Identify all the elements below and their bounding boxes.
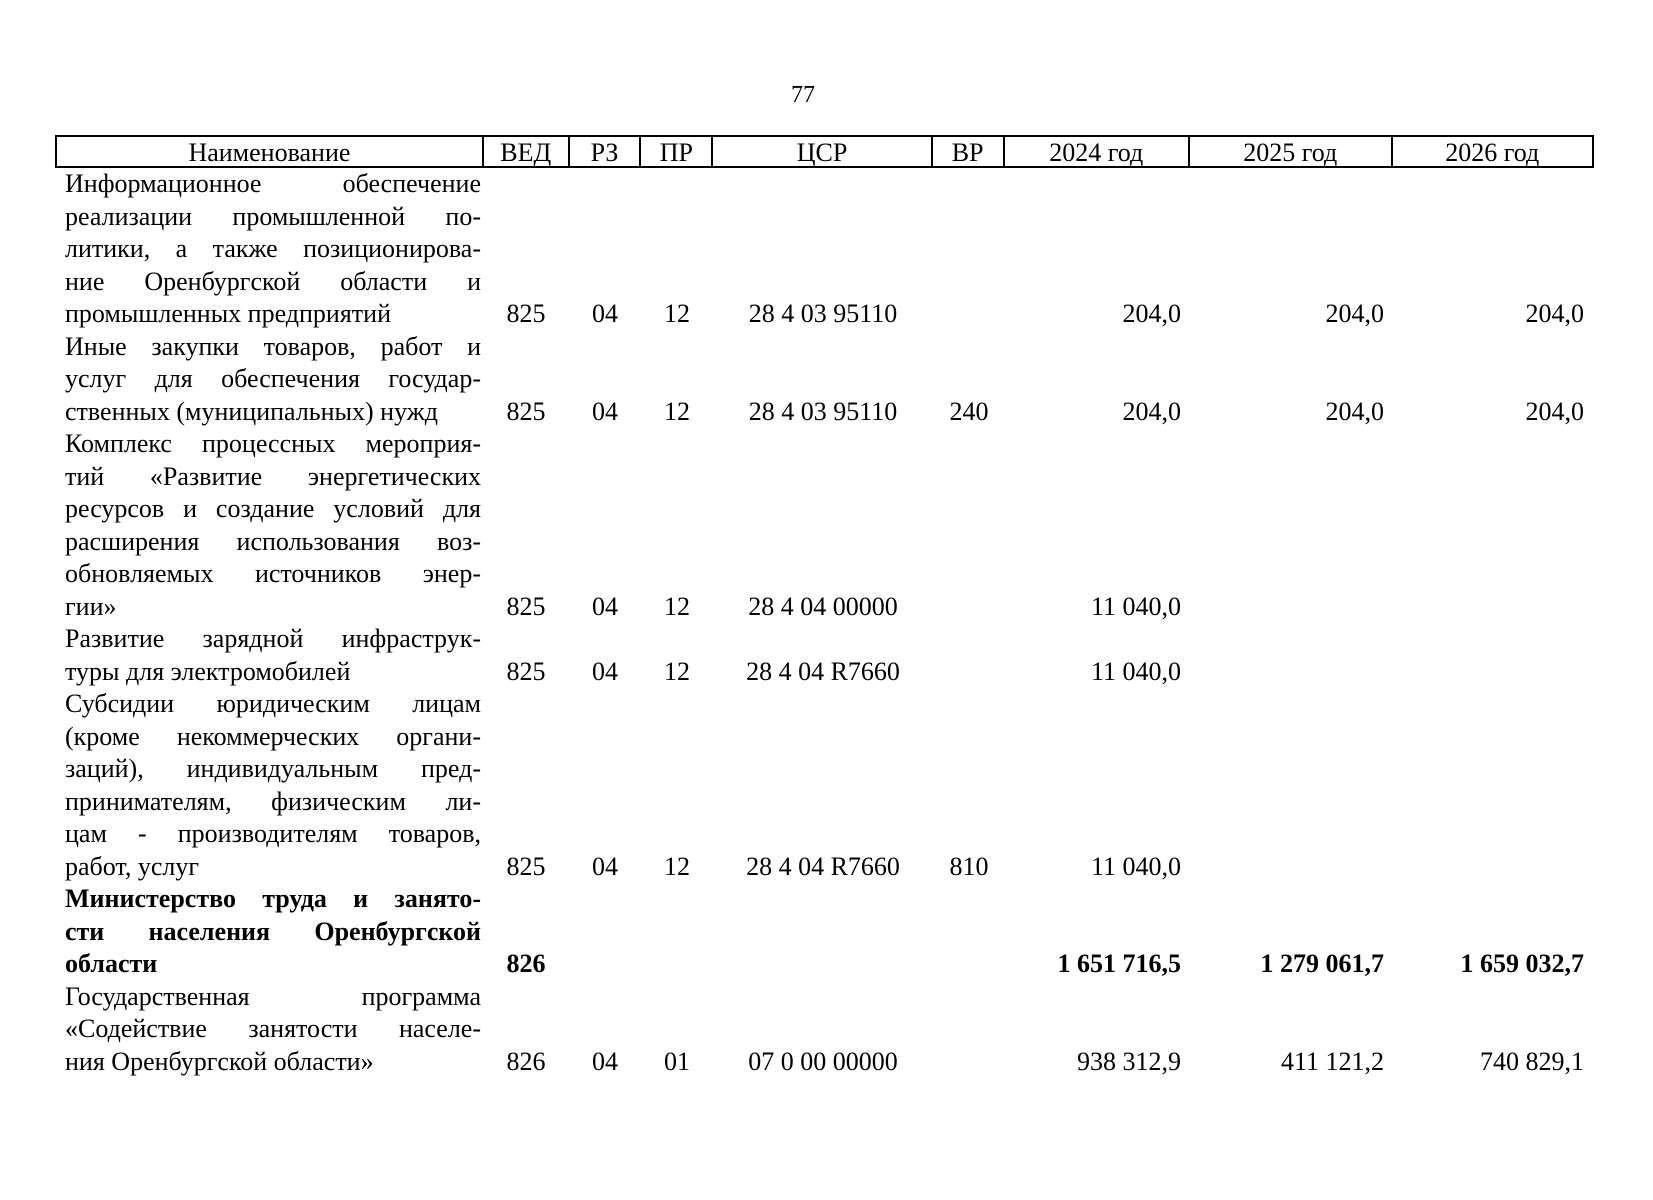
name-line: туры для электромобилей xyxy=(65,656,351,686)
ved-cell: 826 xyxy=(506,1046,546,1076)
csr-cell: 28 4 03 95110 xyxy=(748,396,898,426)
vr-cell: 810 xyxy=(949,851,989,881)
name-line: ния Оренбургской области» xyxy=(65,1046,374,1076)
name-cell xyxy=(57,168,483,331)
name-line: услуг для обеспечения государ- xyxy=(65,364,481,393)
column-header-2025: 2025 год xyxy=(1190,137,1392,166)
pr-cell: 12 xyxy=(664,591,690,621)
rz-cell: 04 xyxy=(592,1046,618,1076)
year-2024-cell: 1 651 716,5 xyxy=(1057,949,1181,978)
csr-cell: 28 4 04 R7660 xyxy=(746,656,900,686)
rz-cell: 04 xyxy=(592,656,618,686)
ved-cell: 825 xyxy=(506,656,546,686)
csr-cell: 07 0 00 00000 xyxy=(748,1046,898,1076)
year-2024-cell: 938 312,9 xyxy=(1077,1046,1181,1076)
name-line: Информационное обеспечение xyxy=(65,169,481,198)
name-line: гии» xyxy=(65,591,117,621)
year-2024-cell: 11 040,0 xyxy=(1090,656,1181,686)
year-2024-cell: 11 040,0 xyxy=(1090,851,1181,881)
column-header-ved: ВЕД xyxy=(484,137,570,166)
csr-cell: 28 4 03 95110 xyxy=(748,299,898,328)
table-row xyxy=(57,168,1592,331)
name-line: Министерство труда и занято- xyxy=(65,884,481,913)
name-line: Субсидии юридическим лицам xyxy=(65,689,481,718)
ved-cell: 825 xyxy=(506,591,546,621)
pr-cell: 12 xyxy=(664,851,690,881)
name-cell xyxy=(57,331,483,429)
column-header-2026: 2026 год xyxy=(1445,138,1540,166)
name-cell xyxy=(57,883,483,981)
name-line: принимателям, физическим ли- xyxy=(65,786,481,816)
name-cell xyxy=(57,428,483,623)
csr-cell: 28 4 04 R7660 xyxy=(746,851,900,881)
pr-cell: 12 xyxy=(664,396,690,426)
name-line: промышленных предприятий xyxy=(65,299,391,328)
rz-cell: 04 xyxy=(592,851,618,881)
name-line: Развитие зарядной инфраструк- xyxy=(65,624,481,653)
column-header-name: Наименование xyxy=(57,137,484,166)
name-line: расширения использования воз- xyxy=(65,526,481,556)
year-2025-cell: 204,0 xyxy=(1325,396,1384,426)
table-row xyxy=(57,623,1592,688)
rz-cell: 04 xyxy=(592,591,618,621)
table-row xyxy=(57,428,1592,623)
pr-cell: 12 xyxy=(664,656,690,686)
year-2025-cell: 1 279 061,7 xyxy=(1260,949,1384,978)
name-line: (кроме некоммерческих органи- xyxy=(65,721,481,751)
pr-cell: 01 xyxy=(664,1046,690,1076)
table-header xyxy=(55,135,1594,168)
ved-cell: 825 xyxy=(506,299,546,328)
name-line: цам - производителям товаров, xyxy=(65,819,481,848)
page-number: 77 xyxy=(791,82,815,108)
ved-cell: 826 xyxy=(506,949,546,978)
name-line: литики, а также позиционирова- xyxy=(65,234,481,263)
name-line: «Содействие занятости населе- xyxy=(65,1014,481,1043)
name-line: Иные закупки товаров, работ и xyxy=(65,331,481,361)
name-line: сти населения Оренбургской xyxy=(65,916,481,946)
year-2026-cell: 1 659 032,7 xyxy=(1460,949,1584,978)
year-2026-cell: 204,0 xyxy=(1525,299,1584,328)
table-row xyxy=(57,981,1592,1079)
year-2024-cell: 204,0 xyxy=(1122,396,1181,426)
ved-cell: 825 xyxy=(506,851,546,881)
name-line: реализации промышленной по- xyxy=(65,201,481,231)
name-line: ственных (муниципальных) нужд xyxy=(65,396,438,426)
table-row xyxy=(57,883,1592,981)
column-header-rz: РЗ xyxy=(570,137,642,166)
name-line: области xyxy=(65,949,158,978)
name-line: обновляемых источников энер- xyxy=(65,559,481,588)
name-line: работ, услуг xyxy=(65,851,200,881)
table-body xyxy=(57,168,1592,1078)
name-line: ние Оренбургской области и xyxy=(65,266,481,296)
year-2024-cell: 204,0 xyxy=(1122,299,1181,328)
name-line: заций), индивидуальным пред- xyxy=(65,754,481,783)
name-cell xyxy=(57,623,483,688)
year-2024-cell: 11 040,0 xyxy=(1090,591,1181,621)
name-line: Комплекс процессных мероприя- xyxy=(65,429,481,458)
name-line: тий «Развитие энергетических xyxy=(65,461,481,491)
ved-cell: 825 xyxy=(506,396,546,426)
rz-cell: 04 xyxy=(592,396,618,426)
column-header-csr: ЦСР xyxy=(713,137,932,166)
column-header-pr: ПР xyxy=(641,137,713,166)
name-cell xyxy=(57,688,483,883)
year-2026-cell: 204,0 xyxy=(1525,396,1584,426)
column-header-2024: 2024 год xyxy=(1005,137,1191,166)
year-2026-cell: 740 829,1 xyxy=(1480,1046,1584,1076)
pr-cell: 12 xyxy=(664,299,690,328)
table-row xyxy=(57,331,1592,429)
name-line: ресурсов и создание условий для xyxy=(65,494,481,523)
year-2025-cell: 411 121,2 xyxy=(1280,1046,1384,1076)
column-header-vr: ВР xyxy=(933,137,1005,166)
rz-cell: 04 xyxy=(592,299,618,328)
table-row xyxy=(57,688,1592,883)
year-2025-cell: 204,0 xyxy=(1325,299,1384,328)
csr-cell: 28 4 04 00000 xyxy=(748,591,898,621)
vr-cell: 240 xyxy=(949,396,989,426)
name-cell xyxy=(57,981,483,1079)
name-line: Государственная программа xyxy=(65,981,481,1011)
